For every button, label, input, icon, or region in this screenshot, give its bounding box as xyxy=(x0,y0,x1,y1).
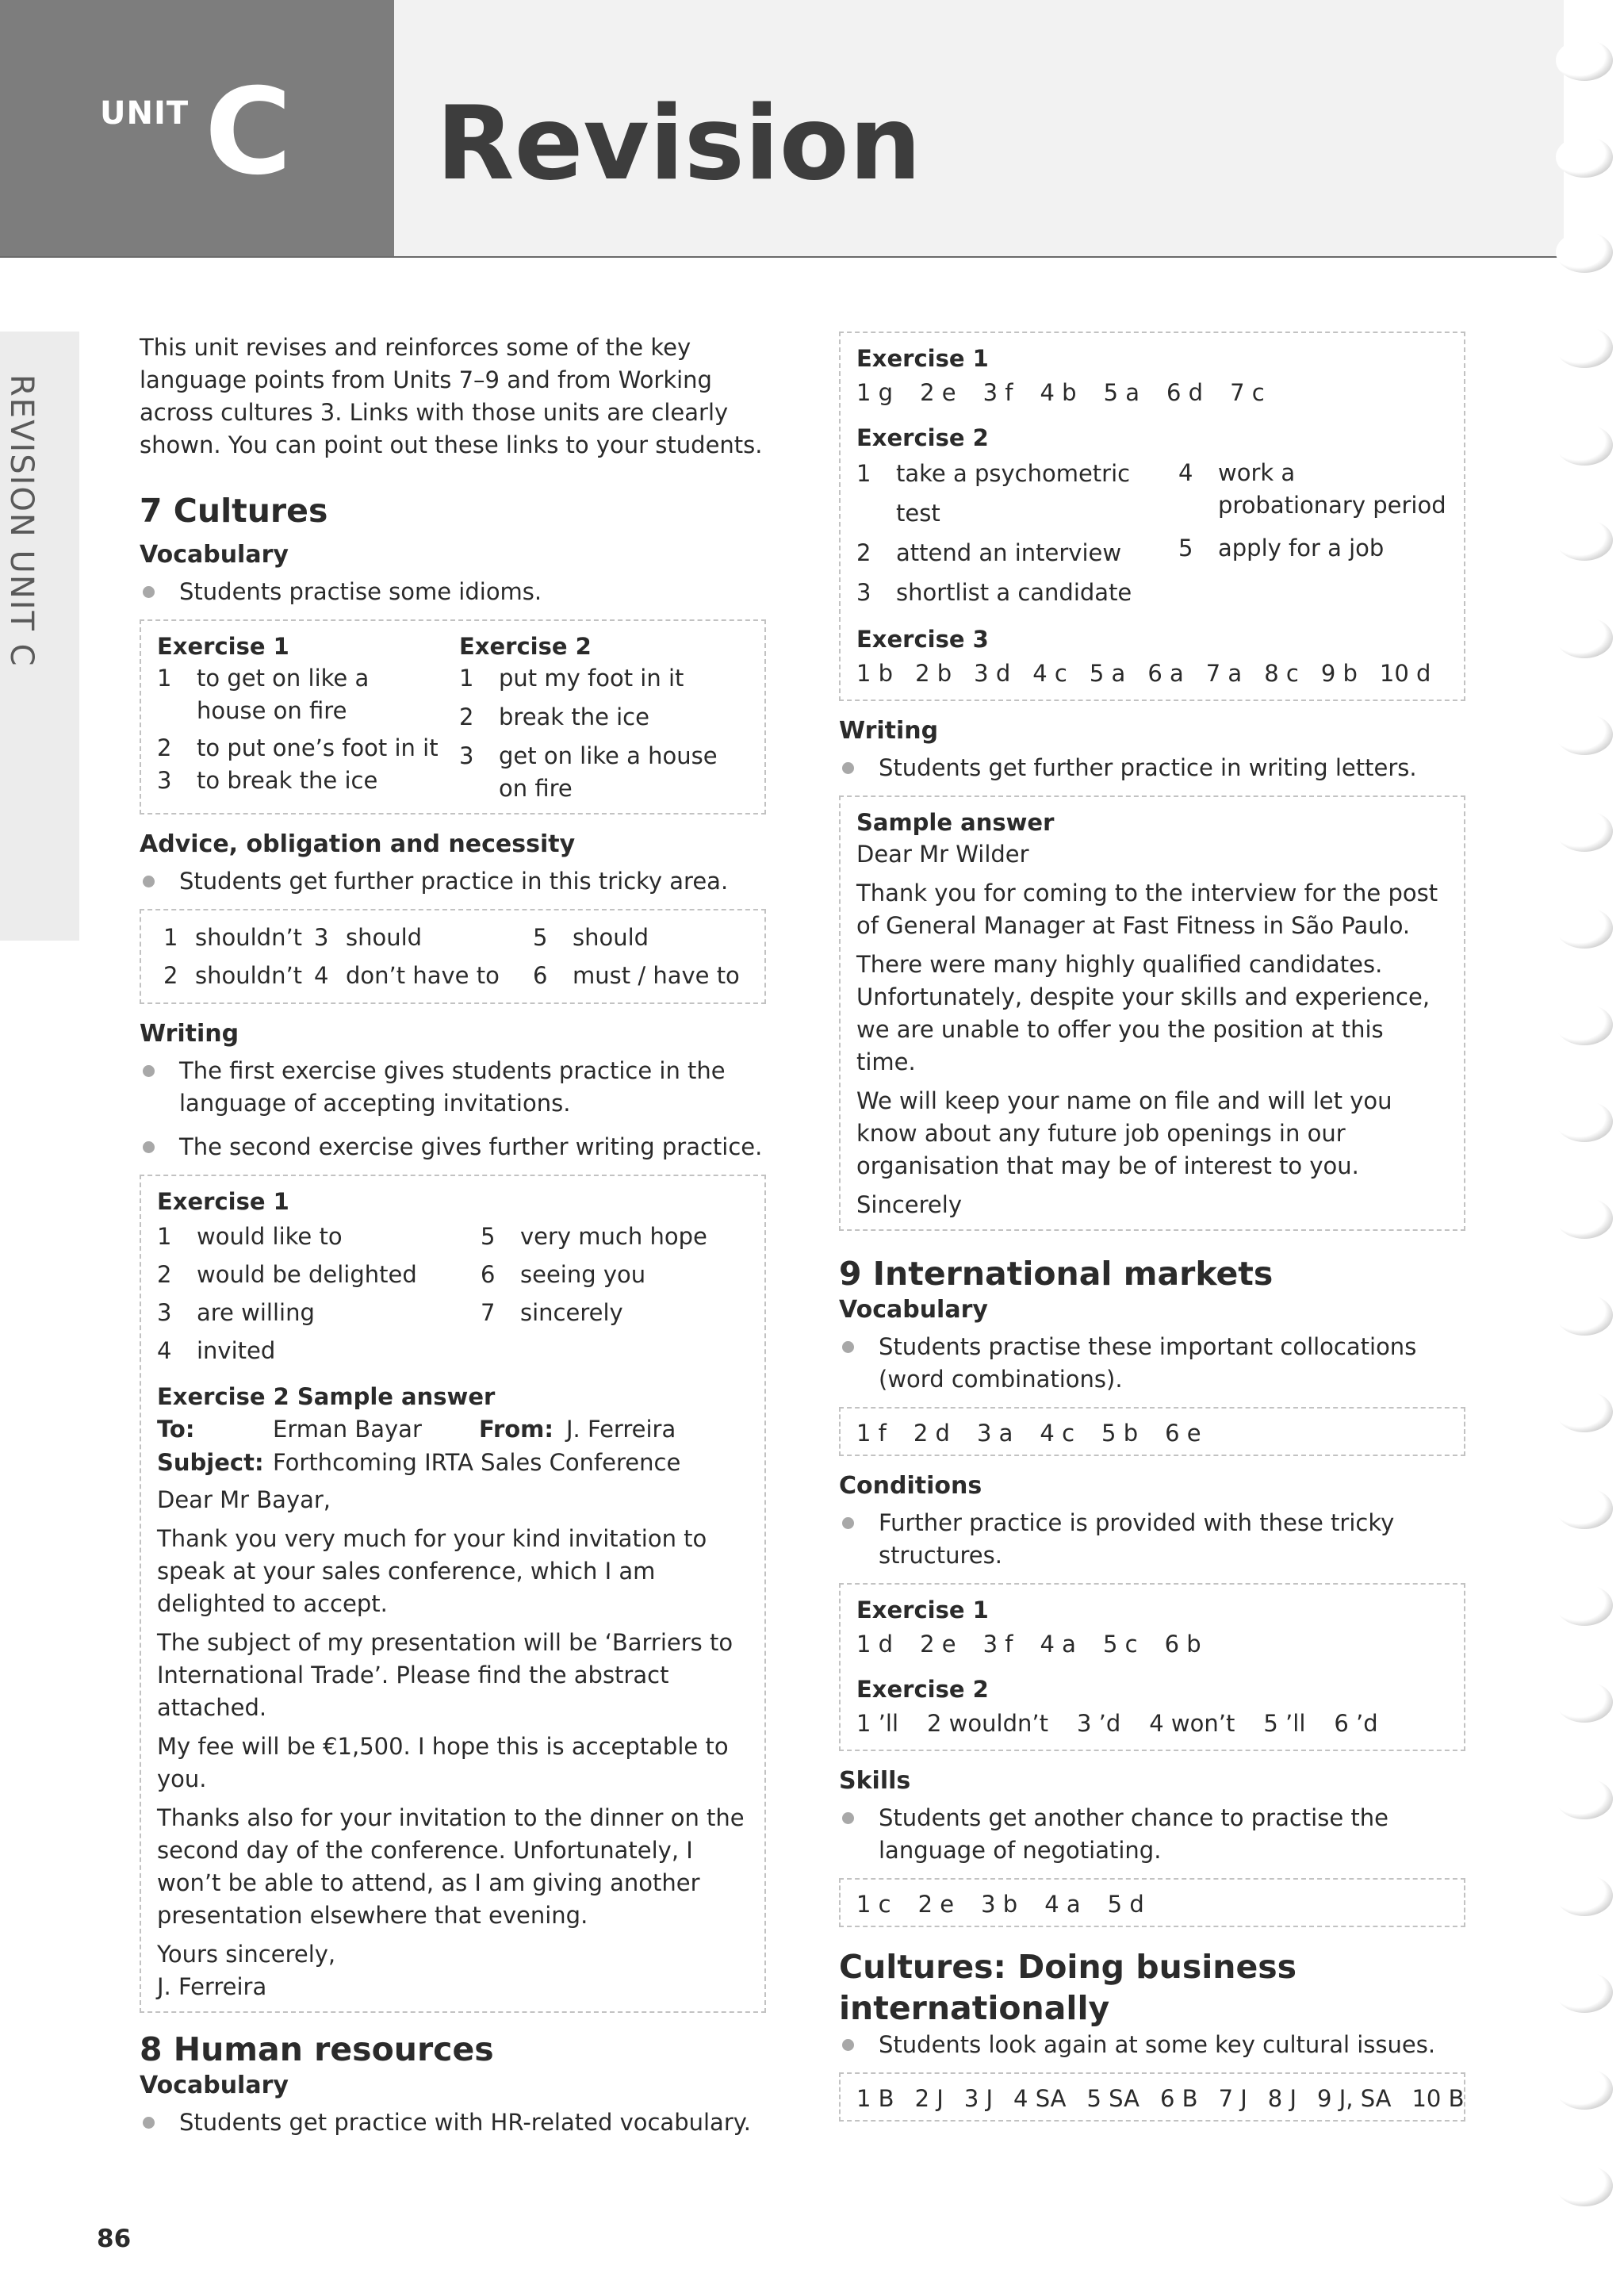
answer-text: shouldn’t xyxy=(195,962,303,989)
bullet-item xyxy=(839,752,1465,784)
answer-item: 5 c xyxy=(1102,1631,1138,1658)
bullet-item xyxy=(839,1331,1465,1396)
answer-row xyxy=(481,1294,749,1332)
letter-closing: Sincerely xyxy=(856,1191,962,1218)
left-column xyxy=(140,332,766,2150)
bullet-icon xyxy=(143,876,155,887)
answer-item: 6 d xyxy=(1166,379,1204,406)
right-column xyxy=(839,332,1465,2136)
answer-row xyxy=(459,701,749,734)
answer-list-right xyxy=(1178,454,1448,612)
bullet-item xyxy=(839,2029,1465,2061)
answer-row xyxy=(459,740,749,805)
section-9-vocab-heading: Vocabulary xyxy=(839,1296,988,1324)
answer-item: 2 J xyxy=(914,2085,944,2112)
answer-text: attend an interview xyxy=(896,539,1122,566)
letter-paragraph: Thank you very much for your kind invitation to speak at your sales conference, which I am delighted to accept. xyxy=(157,1525,707,1617)
section-7-vocab-heading: Vocabulary xyxy=(140,541,289,569)
answer-row xyxy=(157,1294,425,1332)
answer-number: 7 xyxy=(481,1299,496,1326)
bullet-item xyxy=(140,576,766,608)
exercise-title: Exercise 1 xyxy=(157,1188,289,1215)
bullet-text: Students practise these important collocations (word combinations). xyxy=(879,1333,1417,1393)
binding-hole-icon xyxy=(1556,1198,1613,1239)
bullet-text: Students get another chance to practise the language of negotiating. xyxy=(879,1804,1388,1864)
letter-signature: J. Ferreira xyxy=(157,1973,267,2000)
section-8-writing-heading: Writing xyxy=(839,717,939,745)
answer-item: 6 ’d xyxy=(1334,1710,1378,1737)
bullet-icon xyxy=(143,586,155,598)
answer-text: would like to xyxy=(197,1223,343,1250)
answer-item: 5 ’ll xyxy=(1263,1710,1306,1737)
answer-number: 2 xyxy=(157,1261,172,1288)
answer-row xyxy=(481,1217,749,1255)
header-divider xyxy=(0,256,1564,258)
letter-paragraph: The subject of my presentation will be ‘Barriers to International Trade’. Please find the abstract attached. xyxy=(157,1629,733,1721)
binding-hole-icon xyxy=(1556,136,1613,178)
answer-item: 10 d xyxy=(1379,660,1431,687)
exercise-title: Exercise 2 xyxy=(856,424,989,451)
bullet-text: Further practice is provided with these tricky structures. xyxy=(879,1509,1395,1569)
answer-text: put my foot in it xyxy=(499,665,684,692)
answer-number: 1 xyxy=(157,1223,172,1250)
answer-item: 1 ’ll xyxy=(856,1710,899,1737)
answer-number: 6 xyxy=(481,1261,496,1288)
answer-text: take a psychometric test xyxy=(896,460,1131,527)
answer-item: 8 c xyxy=(1264,660,1299,687)
answer-list xyxy=(856,1415,1448,1451)
answer-item: 4 SA xyxy=(1013,2085,1067,2112)
answer-row xyxy=(157,1255,425,1294)
answer-list xyxy=(856,374,1448,411)
answer-list xyxy=(856,1705,1448,1742)
answer-number: 1 xyxy=(856,460,871,487)
answer-text: break the ice xyxy=(499,703,649,730)
binding-hole-icon xyxy=(1556,1391,1613,1432)
exercise-title: Exercise 2 xyxy=(459,633,592,660)
answer-text: are willing xyxy=(197,1299,315,1326)
answer-number: 3 xyxy=(157,1299,172,1326)
subject-label: Subject: xyxy=(157,1449,264,1476)
answer-item: 10 B xyxy=(1411,2085,1465,2112)
bullet-item xyxy=(140,1131,766,1163)
answer-item: 1 b xyxy=(856,660,894,687)
answer-text: to get on like a house on fire xyxy=(197,665,370,724)
bullet-icon xyxy=(143,1065,155,1077)
binding-hole-icon xyxy=(1556,907,1613,949)
letter-paragraph: We will keep your name on file and will let you know about any future job openings in our organisation that may be of interest to you. xyxy=(856,1087,1392,1179)
answer-number: 2 xyxy=(856,539,871,566)
exercise-title: Exercise 3 xyxy=(856,626,989,653)
bullet-item xyxy=(839,1507,1465,1572)
answer-item: 3 f xyxy=(982,379,1013,406)
answer-text: to break the ice xyxy=(197,767,378,794)
answer-text: shortlist a candidate xyxy=(896,579,1132,606)
binding-hole-icon xyxy=(1556,1875,1613,1916)
exercise-title: Exercise 1 xyxy=(856,1596,989,1623)
binding-hole-icon xyxy=(1556,232,1613,273)
bullet-item xyxy=(839,1802,1465,1867)
answer-item: 2 wouldn’t xyxy=(927,1710,1048,1737)
bullet-text: The second exercise gives further writing practice. xyxy=(179,1133,763,1160)
answer-item: 1 f xyxy=(856,1420,887,1447)
answer-text: apply for a job xyxy=(1218,535,1385,562)
answer-list xyxy=(856,2080,1465,2117)
answer-number: 1 xyxy=(157,665,172,692)
answer-item: 3 d xyxy=(974,660,1011,687)
email-header xyxy=(157,1412,749,1479)
letter-paragraph: Dear Mr Bayar, xyxy=(157,1486,331,1513)
answer-row xyxy=(459,662,749,695)
answer-text: get on like a house on fire xyxy=(499,742,718,802)
binding-hole-icon xyxy=(1556,1972,1613,2013)
bullet-text: Students get further practice in this tricky area. xyxy=(179,868,729,895)
answer-number: 1 xyxy=(459,665,474,692)
answer-text: sincerely xyxy=(520,1299,623,1326)
answer-number: 1 xyxy=(163,924,178,951)
from-label: From: xyxy=(479,1416,553,1443)
answer-item: 5 d xyxy=(1107,1891,1144,1918)
answer-item: 9 J, SA xyxy=(1317,2085,1392,2112)
binding-hole-icon xyxy=(1556,2165,1613,2206)
answer-box-conditions xyxy=(839,1583,1465,1751)
answer-text: to put one’s foot in it xyxy=(197,734,439,761)
binding-hole-icon xyxy=(1556,424,1613,466)
answer-box-7-writing xyxy=(140,1175,766,2013)
binding-hole-icon xyxy=(1556,2068,1613,2110)
answer-item: 1 B xyxy=(856,2085,894,2112)
answer-row xyxy=(157,765,446,797)
answer-number: 4 xyxy=(314,962,329,989)
bullet-item xyxy=(140,865,766,898)
answer-item: 3 a xyxy=(976,1420,1013,1447)
side-tab-label: REVISION UNIT C xyxy=(3,374,40,668)
answer-row xyxy=(856,533,1178,573)
answer-number: 5 xyxy=(533,924,548,951)
binding-hole-icon xyxy=(1556,40,1613,81)
answer-number: 2 xyxy=(163,962,178,989)
unit-letter: C xyxy=(205,63,293,201)
exercise-title: Sample answer xyxy=(856,809,1055,836)
answer-item: 7 J xyxy=(1218,2085,1247,2112)
answer-text: must / have to xyxy=(573,962,740,989)
answer-item: 6 a xyxy=(1147,660,1184,687)
answer-box-advice xyxy=(140,909,766,1004)
answer-item: 4 won’t xyxy=(1149,1710,1235,1737)
answer-number: 2 xyxy=(157,734,172,761)
binding-hole-icon xyxy=(1556,1778,1613,1819)
answer-row xyxy=(481,1255,749,1294)
answer-item: 4 a xyxy=(1040,1631,1076,1658)
answer-number: 3 xyxy=(157,767,172,794)
answer-item: 2 e xyxy=(920,1631,956,1658)
bullet-item xyxy=(140,2106,766,2139)
answer-text: seeing you xyxy=(520,1261,646,1288)
answer-text: work a probationary period xyxy=(1218,459,1446,519)
answer-list-right xyxy=(425,1217,749,1370)
binding-hole-icon xyxy=(1556,1585,1613,1626)
answer-item: 3 f xyxy=(982,1631,1013,1658)
bullet-icon xyxy=(143,2117,155,2129)
answer-text: would be delighted xyxy=(197,1261,417,1288)
answer-item: 3 J xyxy=(963,2085,994,2112)
section-8-title: 8 Human resources xyxy=(140,2030,494,2068)
answer-text: very much hope xyxy=(520,1223,707,1250)
answer-box-7-vocab xyxy=(140,619,766,815)
letter-paragraph: Thank you for coming to the interview for the post of General Manager at Fast Fitness in São Paulo. xyxy=(856,880,1438,939)
exercise-title: Exercise 1 xyxy=(157,633,289,660)
binding-hole-icon xyxy=(1556,1681,1613,1723)
bullet-icon xyxy=(842,1517,854,1529)
answer-item: 2 d xyxy=(913,1420,950,1447)
answer-number: 3 xyxy=(459,742,474,769)
binding-hole-icon xyxy=(1556,1294,1613,1336)
answer-box-8-writing xyxy=(839,795,1465,1231)
answer-item: 5 b xyxy=(1101,1420,1139,1447)
skills-heading: Skills xyxy=(839,1767,911,1795)
answer-box-cultures xyxy=(839,2072,1465,2122)
binding-hole-icon xyxy=(1556,327,1613,368)
answer-item: 1 c xyxy=(856,1891,891,1918)
answer-text: shouldn’t xyxy=(195,924,303,951)
binding-hole-icon xyxy=(1556,519,1613,561)
exercise-2-block xyxy=(446,629,749,805)
answer-item: 1 g xyxy=(856,379,894,406)
from-value: J. Ferreira xyxy=(566,1416,676,1443)
answer-row xyxy=(157,732,446,765)
sample-letter xyxy=(157,1484,749,2003)
answer-item: 7 c xyxy=(1230,379,1265,406)
answer-number: 3 xyxy=(314,924,329,951)
answer-box-8-vocab xyxy=(839,332,1465,701)
binding-hole-icon xyxy=(1556,714,1613,755)
bullet-icon xyxy=(842,2039,854,2051)
answer-number: 5 xyxy=(1178,535,1193,562)
bullet-icon xyxy=(842,1812,854,1824)
answer-row xyxy=(856,573,1178,612)
answer-item: 2 e xyxy=(920,379,956,406)
answer-row xyxy=(157,1332,425,1370)
answer-list xyxy=(856,1886,1448,1922)
answer-item: 9 b xyxy=(1320,660,1358,687)
bullet-text: Students practise some idioms. xyxy=(179,578,542,605)
answer-item: 8 J xyxy=(1267,2085,1297,2112)
answer-item: 4 c xyxy=(1040,1420,1075,1447)
bullet-text: Students get practice with HR-related vocabulary. xyxy=(179,2109,751,2136)
answer-item: 5 SA xyxy=(1086,2085,1139,2112)
answer-item: 4 c xyxy=(1032,660,1067,687)
subject-value: Forthcoming IRTA Sales Conference xyxy=(273,1449,681,1476)
answer-number: 4 xyxy=(1178,459,1193,486)
answer-item: 6 B xyxy=(1159,2085,1198,2112)
binding-hole-icon xyxy=(1556,1101,1613,1142)
to-label: To: xyxy=(157,1416,195,1443)
page-title: Revision xyxy=(436,85,921,203)
answer-row xyxy=(1178,457,1448,522)
answer-row xyxy=(1178,528,1448,568)
unit-label: UNIT xyxy=(100,95,190,132)
answer-number: 6 xyxy=(533,962,548,989)
letter-paragraph: My fee will be €1,500. I hope this is acceptable to you. xyxy=(157,1733,729,1792)
section-7-writing-heading: Writing xyxy=(140,1020,239,1048)
bullet-item xyxy=(140,1055,766,1120)
binding-hole-icon xyxy=(1556,811,1613,852)
answer-number: 3 xyxy=(856,579,871,606)
answer-text: should xyxy=(346,924,423,951)
bullet-text: Students look again at some key cultural issues. xyxy=(879,2031,1436,2058)
answer-row xyxy=(157,1217,425,1255)
answer-box-skills xyxy=(839,1878,1465,1927)
answer-item: 2 e xyxy=(917,1891,955,1918)
conditions-heading: Conditions xyxy=(839,1472,982,1500)
section-8-vocab-heading: Vocabulary xyxy=(140,2072,289,2099)
binding-hole-icon xyxy=(1556,1004,1613,1045)
bullet-icon xyxy=(143,1141,155,1153)
letter-closing: Yours sincerely, xyxy=(157,1941,336,1968)
answer-row xyxy=(157,662,446,727)
answer-box-9-vocab xyxy=(839,1407,1465,1456)
answer-item: 3 ’d xyxy=(1076,1710,1121,1737)
letter-paragraph: There were many highly qualified candidates. Unfortunately, despite your skills and experience, we are unable to offer you the position at this time. xyxy=(856,951,1431,1075)
answer-item: 1 d xyxy=(856,1631,894,1658)
answer-list xyxy=(856,655,1448,692)
answer-item: 3 b xyxy=(981,1891,1018,1918)
answer-text: invited xyxy=(197,1337,276,1364)
advice-heading: Advice, obligation and necessity xyxy=(140,830,576,858)
to-value: Erman Bayar xyxy=(273,1416,422,1443)
binding-hole-icon xyxy=(1556,1488,1613,1529)
answer-item: 6 e xyxy=(1165,1420,1201,1447)
answer-item: 7 a xyxy=(1205,660,1243,687)
exercise-title: Exercise 1 xyxy=(856,345,989,372)
section-9-title: 9 International markets xyxy=(839,1255,1274,1293)
cultures-title: Cultures: Doing business internationally xyxy=(839,1948,1297,2027)
exercise-title: Exercise 2 Sample answer xyxy=(157,1383,496,1410)
bullet-text: Students get further practice in writing letters. xyxy=(879,754,1417,781)
section-7-title: 7 Cultures xyxy=(140,492,328,530)
answer-item: 6 b xyxy=(1164,1631,1201,1658)
answer-list-left xyxy=(856,454,1178,612)
answer-number: 4 xyxy=(157,1337,172,1364)
bullet-icon xyxy=(842,1341,854,1353)
bullet-icon xyxy=(842,762,854,774)
binding-hole-icon xyxy=(1556,617,1613,658)
answer-item: 5 a xyxy=(1089,660,1126,687)
exercise-title: Exercise 2 xyxy=(856,1676,989,1703)
exercise-1-block xyxy=(157,629,446,805)
answer-text: should xyxy=(573,924,649,951)
answer-row xyxy=(856,454,1178,533)
answer-item: 5 a xyxy=(1103,379,1140,406)
answer-text: don’t have to xyxy=(346,962,500,989)
answer-number: 5 xyxy=(481,1223,496,1250)
answer-number: 2 xyxy=(459,703,474,730)
page-number: 86 xyxy=(97,2225,132,2253)
bullet-text: The first exercise gives students practice in the language of accepting invitations. xyxy=(179,1057,726,1117)
letter-paragraph: Thanks also for your invitation to the dinner on the second day of the conference. Unfortunately, I won’t be able to attend, as I am giving another presentation elsewhere that evening. xyxy=(157,1804,745,1929)
answer-list xyxy=(856,1626,1448,1662)
unit-block xyxy=(0,0,394,256)
answer-item: 2 b xyxy=(915,660,952,687)
letter-paragraph: Dear Mr Wilder xyxy=(856,841,1029,868)
answer-list-left xyxy=(157,1217,425,1370)
answer-item: 4 a xyxy=(1044,1891,1081,1918)
intro-text: This unit revises and reinforces some of the key language points from Units 7–9 and from Working across cultures 3. Links with those units are clearly shown. You can point out these links to your students. xyxy=(140,334,763,458)
answer-item: 4 b xyxy=(1040,379,1077,406)
